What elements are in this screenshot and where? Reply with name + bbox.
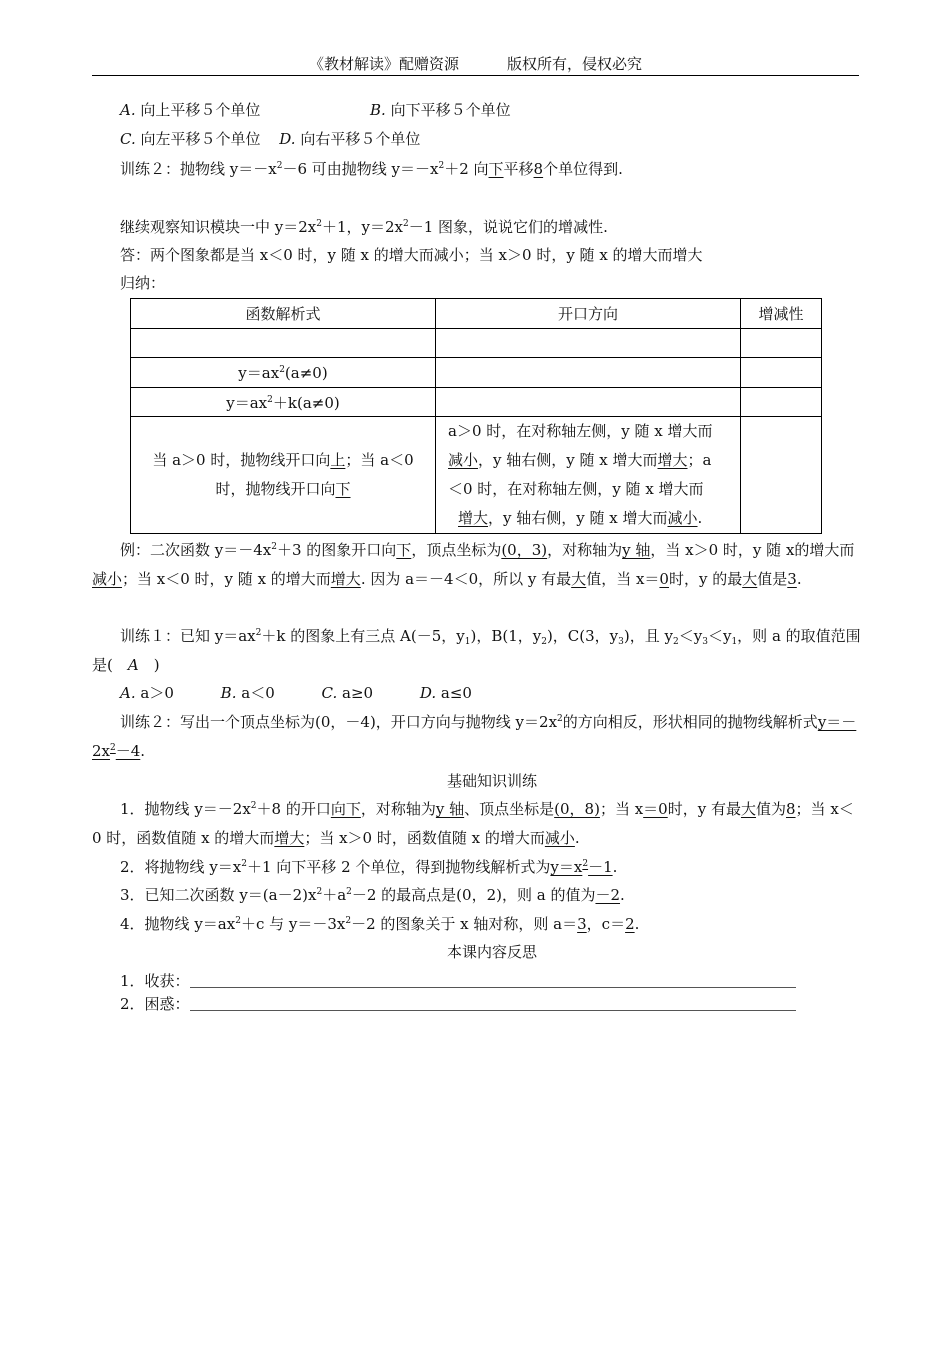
basic-q4: 4．抛物线 $y=ax^2+c$ 与 $y=-3x^2-2$ 的图象关于 x 轴对称，则 a＝3，c＝2. [120, 915, 640, 933]
basic-q1: 1．抛物线 $y=-2x^2+8$ 的开口向下，对称轴为y 轴、顶点坐标是(0，8)；当 x＝0时，y 有最大值为8；当 x＜0 时，函数值随 x 的增大而增大；当 x＞0 时，函数值随 x 的增大而减小. [92, 800, 854, 847]
option-d-text: 向右平移５个单位 [300, 130, 421, 148]
gains-input-line[interactable] [190, 973, 796, 988]
answer-eight: 8 [533, 160, 544, 178]
header-copyright: 版权所有，侵权必究 [507, 55, 643, 73]
table-row [131, 358, 822, 388]
table-row [131, 329, 822, 358]
reflection-title: 本课内容反思 [446, 943, 537, 961]
col-header-opening: 开口方向 [436, 299, 741, 329]
drill2-paragraph: 训练２：写出一个顶点坐标为(0，－4)，开口方向与抛物线 $y=2x^2$的方向相反，形状相同的抛物线解析式$y=-2x^2-4$. [92, 713, 857, 760]
table-header-row [131, 299, 822, 329]
basic-q3: 3．已知二次函数 $y=(a-2)x^2+a^2-2$ 的最高点是(0，2)，则 a 的值为－2. [120, 886, 625, 904]
prev-options-row1 [120, 99, 260, 121]
summary-label: 归纳： [120, 274, 166, 292]
function-cell: $y=ax^2+k(a\ne 0)$ [131, 388, 436, 417]
basic-q2: 2．将抛物线 $y=x^2+1$ 向下平移 2 个单位，得到抛物线解析式为$y=x^2-1$. [120, 858, 618, 876]
drill1-answer: A [127, 656, 139, 674]
function-cell: $y=ax^2(a\ne 0)$ [131, 358, 436, 388]
reflection-gains: 1．收获： [120, 970, 796, 992]
prev-options-row2 [120, 128, 420, 150]
header-source: 《教材解读》配赠资源 [308, 55, 459, 73]
observe-answer: 答：两个图象都是当 x＜0 时，y 随 x 的增大而减小；当 x＞0 时，y 随 x 的增大而增大 [120, 246, 703, 264]
table-row [131, 388, 822, 417]
drill1-options: A. a＞0 B. a＜0 C. a≥0 D. a≤0 [120, 684, 472, 702]
option-b-text: 向下平移５个单位 [390, 101, 511, 119]
monotonicity-cell: a＞0 时，在对称轴左侧，y 随 x 增大而 减小，y 轴右侧，y 随 x 增大而增大；a ＜0 时，在对称轴左侧，y 随 x 增大而 增大，y 轴右侧，y 随 x 增大而减小. [436, 417, 741, 534]
example-paragraph: 例：二次函数 $y=-4x^2+3$ 的图象开口向下，顶点坐标为(0，3)，对称轴为y 轴，当 x＞0 时，y 随 x的增大而减小；当 x＜0 时，y 随 x 的增大而增大. 因为 a＝－4＜0，所以 y 有最大值，当 x＝0时，y 的最大值是3. [92, 541, 855, 588]
observe-prompt: 继续观察知识模块一中 $y=2x^2+1$，$y=2x^2-1$ 图象，说说它们的增减性. [120, 218, 608, 236]
page-header [92, 54, 859, 76]
drill2-translation: 训练２：抛物线 $y=-x^2-6$ 可由抛物线 $y=-x^2+2$ 向下平移8个单位得到. [120, 160, 623, 178]
basic-training-title: 基础知识训练 [446, 772, 537, 790]
opening-cell: 当 a＞0 时，抛物线开口向上；当 a＜0 时，抛物线开口向下 [131, 417, 436, 534]
prev-options-row1b [370, 99, 511, 121]
doubts-input-line[interactable] [190, 996, 796, 1011]
option-c-text: 向左平移５个单位 [140, 130, 261, 148]
col-header-monotonicity: 增减性 [741, 299, 822, 329]
drill1-paragraph: 训练１：已知 $y=ax^2+k$ 的图象上有三点 A(－5，$y_1$)，B(1，$y_2$)，C(3，$y_3$)，且 $y_2<y_3<y_1$，则 a 的取值范围是( A ) [92, 627, 861, 674]
summary-table [130, 298, 822, 534]
col-header-function: 函数解析式 [131, 299, 436, 329]
reflection-doubts: 2．困惑： [120, 993, 796, 1015]
answer-down: 下 [488, 160, 504, 178]
option-a-text: 向上平移５个单位 [140, 101, 261, 119]
table-row [131, 417, 822, 534]
option-b-letter: B. [370, 101, 386, 119]
option-d-letter: D. [279, 130, 296, 148]
option-a-letter: A. [120, 101, 136, 119]
option-c-letter: C. [120, 130, 136, 148]
